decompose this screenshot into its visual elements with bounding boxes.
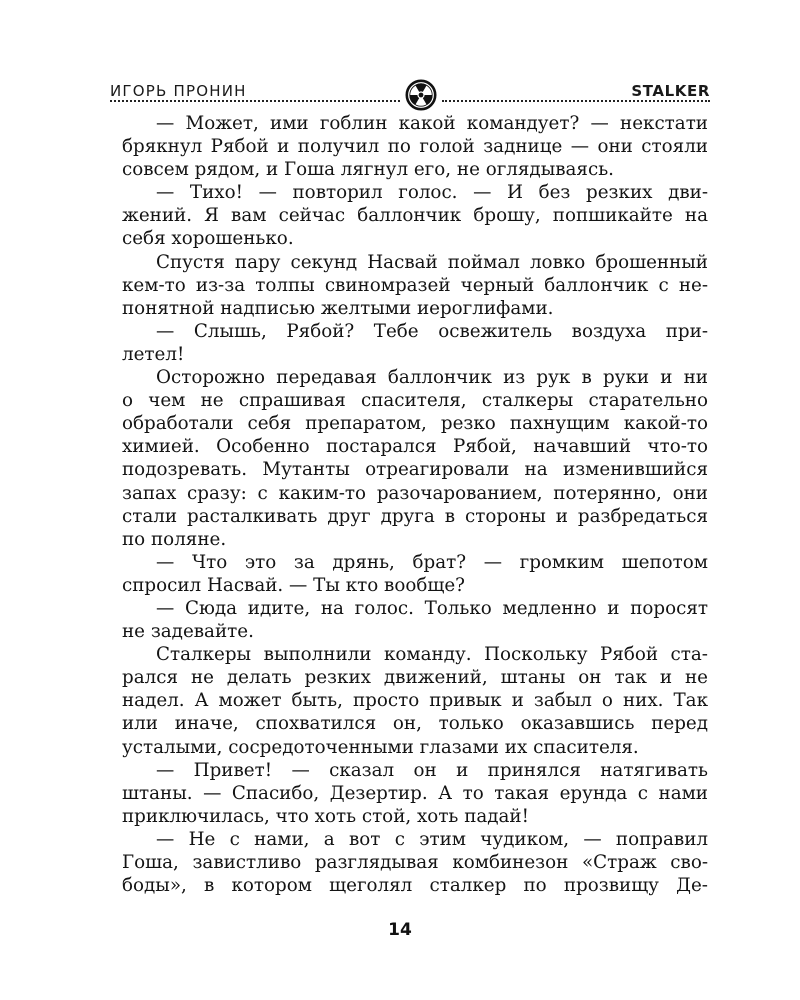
text-line: о чем не спрашивая спасителя, сталкеры старательно	[122, 390, 708, 412]
text-line: обработали себя препаратом, резко пахнущим какой-то	[122, 413, 708, 435]
text-line: подозревать. Мутанты отреагировали на изменившийся	[122, 459, 708, 481]
text-line: — Слышь, Рябой? Тебе освежитель воздуха при-	[156, 320, 708, 342]
text-line: себя хорошенько.	[122, 228, 294, 250]
series-title: STALKER	[631, 82, 710, 100]
text-line: приключилась, что хоть стой, хоть падай!	[122, 805, 529, 827]
text-line: по поляне.	[122, 528, 227, 550]
text-line: летел!	[122, 343, 185, 365]
text-line: химией. Особенно постарался Рябой, начавший что-то	[122, 436, 708, 458]
text-line: стали расталкивать друг друга в стороны и разбредаться	[122, 505, 708, 527]
text-line: Сталкеры выполнили команду. Поскольку Рябой ста-	[156, 644, 708, 666]
text-line: совсем рядом, и Гоша лягнул его, не оглядываясь.	[122, 159, 614, 181]
text-line: спросил Насвай. — Ты кто вообще?	[122, 574, 465, 596]
text-line: брякнул Рябой и получил по голой заднице — они стояли	[122, 136, 708, 158]
text-line: усталыми, сосредоточенными глазами их спасителя.	[122, 736, 639, 758]
text-line: или иначе, спохватился он, только оказавшись перед	[122, 713, 708, 735]
page-body-text	[122, 112, 708, 897]
text-line: боды», в котором щеголял сталкер по прозвищу Де-	[122, 875, 708, 897]
text-line: не задевайте.	[122, 621, 254, 643]
text-line: запах сразу: с каким-то разочарованием, потерянно, они	[122, 482, 708, 504]
text-line: Спустя пару секунд Насвай поймал ловко брошенный	[156, 251, 708, 273]
text-line: штаны. — Спасибо, Дезертир. А то такая ерунда с нами	[122, 782, 708, 804]
text-line: — Тихо! — повторил голос. — И без резких дви-	[156, 182, 708, 204]
text-line: понятной надписью желтыми иероглифами.	[122, 297, 554, 319]
text-line: — Что это за дрянь, брат? — громким шепотом	[156, 551, 708, 573]
text-line: — Может, ими гоблин какой командует? — некстати	[156, 113, 708, 134]
running-header	[108, 78, 710, 108]
text-line: — Не с нами, а вот с этим чудиком, — поправил	[156, 828, 708, 850]
author-name: ИГОРЬ ПРОНИН	[110, 82, 247, 100]
text-line: кем-то из-за толпы свиномразей черный баллончик с не-	[122, 274, 708, 296]
text-line: — Сюда идите, на голос. Только медленно и поросят	[156, 597, 708, 619]
text-line: жений. Я вам сейчас баллончик брошу, попшикайте на	[122, 205, 708, 227]
radiation-icon	[405, 79, 437, 111]
header-dotted-rule-left	[110, 100, 400, 102]
page-number: 14	[388, 920, 412, 940]
text-line: рался не делать резких движений, штаны он так и не	[122, 667, 708, 689]
header-dotted-rule-right	[442, 100, 710, 102]
text-line: Осторожно передавая баллончик из рук в руки и ни	[156, 367, 708, 389]
text-line: — Привет! — сказал он и принялся натягивать	[156, 759, 708, 781]
text-line: Гоша, завистливо разглядывая комбинезон «Страж сво-	[122, 852, 708, 873]
text-line: надел. А может быть, просто привык и забыл о них. Так	[122, 690, 708, 712]
